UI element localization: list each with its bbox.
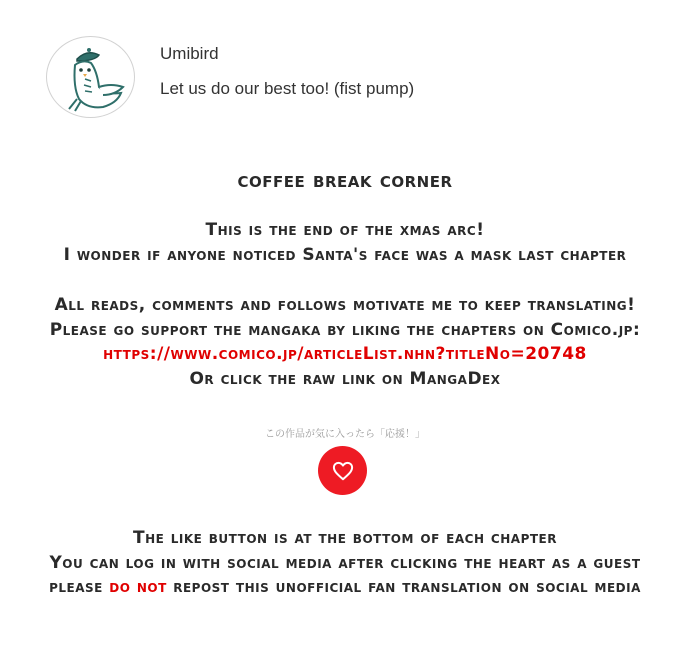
notes-line: You can log in with social media after clicking the heart as a guest [49,552,641,573]
like-heart-button[interactable] [318,446,367,495]
warning-suffix: repost this unofficial fan translation on social media [173,577,641,597]
notes-line: The like button is at the bottom of each chapter [133,528,557,548]
bird-mascot-icon [47,37,135,118]
translator-notes-block-2 [0,293,690,391]
notes-line: Please go support the mangaka by liking the chapters on Comico.jp: [49,319,641,340]
translator-notes-block-1 [0,218,690,267]
translator-notes-title: coffee break corner [237,168,453,192]
warning-prefix: please [49,577,103,597]
comico-link[interactable]: https://www.comico.jp/articleList.nhn?titleNo=20748 [103,344,587,364]
warning-emphasis: do not [109,577,167,597]
notes-line: Or click the raw link on MangaDex [189,368,501,389]
support-label: この作品が気に入ったら「応援！」 [265,429,425,440]
notes-line: This is the end of the xmas arc! [205,220,485,240]
author-comment-card [46,36,646,126]
heart-icon [332,461,354,481]
translator-notes-block-3 [0,526,690,600]
author-comment-text: Let us do our best too! (fist pump) [160,79,415,98]
notes-line-repost-warning [0,575,690,600]
notes-line: All reads, comments and follows motivate me to keep translating! [54,295,636,315]
author-name[interactable]: Umibird [160,44,219,63]
author-avatar[interactable] [46,36,135,118]
notes-line: I wonder if anyone noticed Santa's face was a mask last chapter [63,244,627,265]
